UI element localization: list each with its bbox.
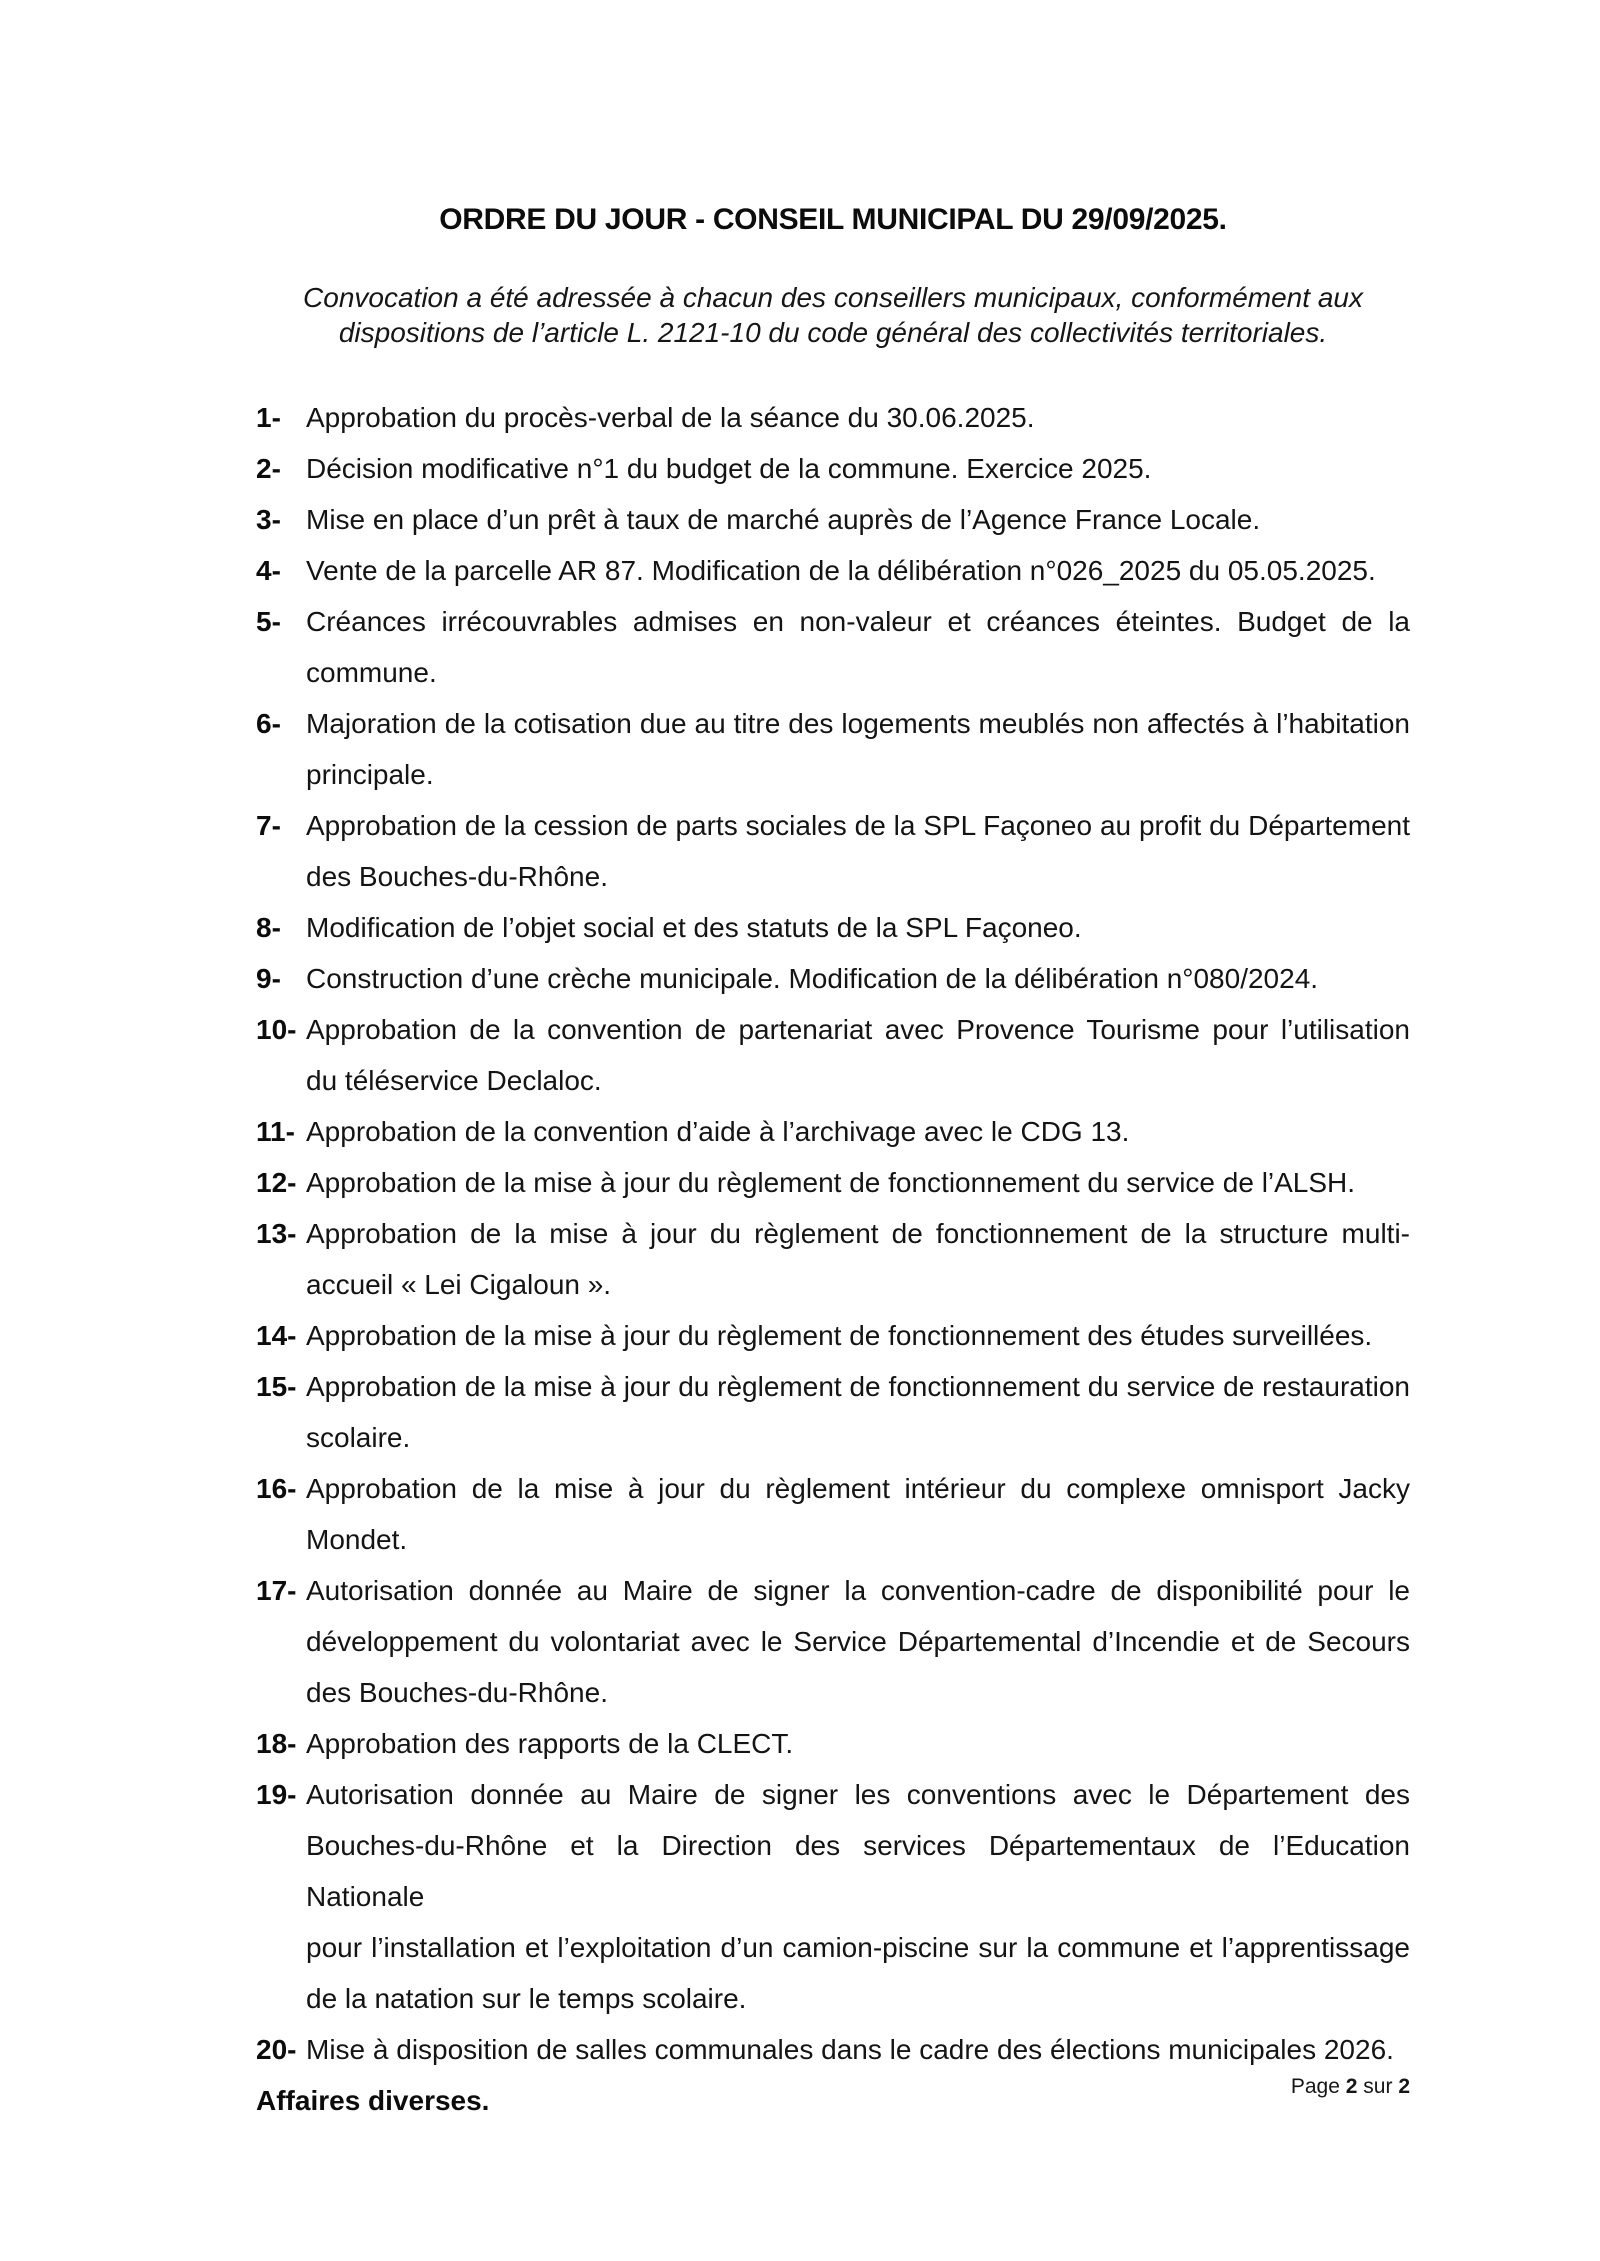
agenda-item-line: Approbation de la convention de partenariat avec Provence Tourisme pour l’utilisation [306, 1014, 1410, 1045]
agenda-item-number: 1- [256, 402, 281, 433]
agenda-item-line: pour l’installation et l’exploitation d’un camion-piscine sur la commune et l’apprentissage [306, 1932, 1410, 1963]
agenda-list [0, 392, 1600, 2126]
agenda-item-number: 11- [256, 1116, 295, 1147]
agenda-item-number: 5- [256, 606, 281, 637]
agenda-item [0, 800, 1600, 902]
agenda-item [0, 1106, 1600, 1157]
agenda-item-line: Majoration de la cotisation due au titre des logements meublés non affectés à l’habitation [306, 708, 1410, 739]
agenda-item-line: Construction d’une crèche municipale. Modification de la délibération n°080/2024. [306, 963, 1319, 994]
agenda-item-number: 10- [256, 1014, 297, 1045]
agenda-item [0, 1463, 1600, 1565]
convocation-note [236, 280, 1430, 350]
page-footer [0, 2072, 1410, 2102]
agenda-item [0, 596, 1600, 698]
agenda-item-number: 3- [256, 504, 281, 535]
agenda-item-line: Approbation des rapports de la CLECT. [306, 1728, 794, 1759]
agenda-item [0, 1208, 1600, 1310]
agenda-item-line: Vente de la parcelle AR 87. Modification de la délibération n°026_2025 du 05.05.2025. [306, 555, 1376, 586]
convocation-line-1: Convocation a été adressée à chacun des conseillers municipaux, conformément aux [303, 282, 1363, 313]
agenda-item [0, 953, 1600, 1004]
agenda-item-line: des Bouches-du-Rhône. [306, 861, 608, 892]
agenda-item-line: scolaire. [306, 1422, 411, 1453]
agenda-item-line: Créances irrécouvrables admises en non-valeur et créances éteintes. Budget de la [306, 606, 1410, 637]
agenda-item-line: Approbation de la mise à jour du règlement de fonctionnement des études surveillées. [306, 1320, 1373, 1351]
agenda-item-number: 20- [256, 2034, 297, 2065]
agenda-item-line: commune. [306, 657, 437, 688]
agenda-item-line: Approbation de la mise à jour du règlement de fonctionnement du service de l’ALSH. [306, 1167, 1356, 1198]
agenda-item [0, 1565, 1600, 1718]
agenda-item [0, 1157, 1600, 1208]
agenda-item-number: 8- [256, 912, 281, 943]
agenda-item [0, 545, 1600, 596]
agenda-item-line: des Bouches-du-Rhône. [306, 1677, 608, 1708]
agenda-item-line: Mise à disposition de salles communales dans le cadre des élections municipales 2026. [306, 2034, 1394, 2065]
agenda-item-line: principale. [306, 759, 434, 790]
agenda-item [0, 1004, 1600, 1106]
agenda-item-number: 16- [256, 1473, 297, 1504]
agenda-item-number: 14- [256, 1320, 297, 1351]
agenda-item [0, 2024, 1600, 2075]
agenda-item [0, 1769, 1600, 2024]
agenda-item [0, 1718, 1600, 1769]
agenda-item-number: 2- [256, 453, 281, 484]
agenda-item [0, 392, 1600, 443]
agenda-item-line: Modification de l’objet social et des statuts de la SPL Façoneo. [306, 912, 1082, 943]
agenda-item-number: 9- [256, 963, 281, 994]
agenda-item-line: Approbation de la cession de parts sociales de la SPL Façoneo au profit du Département [306, 810, 1410, 841]
agenda-item-line: accueil « Lei Cigaloun ». [306, 1269, 612, 1300]
agenda-item-number: 17- [256, 1575, 297, 1606]
agenda-item-line: Bouches-du-Rhône et la Direction des services Départementaux de l’Education Nationale [306, 1830, 1410, 1912]
agenda-item-line: Approbation de la convention d’aide à l’archivage avec le CDG 13. [306, 1116, 1130, 1147]
agenda-item-number: 18- [256, 1728, 297, 1759]
agenda-item-number: 6- [256, 708, 281, 739]
agenda-item-line: Approbation du procès-verbal de la séance du 30.06.2025. [306, 402, 1035, 433]
footer-current-page: 2 [1345, 2075, 1358, 2098]
agenda-item-line: Approbation de la mise à jour du règlement intérieur du complexe omnisport Jacky [306, 1473, 1410, 1504]
agenda-item-line: Approbation de la mise à jour du règlement de fonctionnement de la structure multi- [306, 1218, 1410, 1249]
agenda-item [0, 698, 1600, 800]
convocation-line-2: dispositions de l’article L. 2121-10 du code général des collectivités territoriales. [338, 317, 1328, 348]
footer-page-label: Page [1290, 2075, 1340, 2098]
agenda-item [0, 1361, 1600, 1463]
agenda-item [0, 902, 1600, 953]
agenda-item-line: développement du volontariat avec le Service Départemental d’Incendie et de Secours [306, 1626, 1410, 1657]
document-title: ORDRE DU JOUR - CONSEIL MUNICIPAL DU 29/09/2025. [439, 203, 1227, 236]
footer-total-pages: 2 [1398, 2075, 1410, 2098]
agenda-item-line: Décision modificative n°1 du budget de la commune. Exercice 2025. [306, 453, 1152, 484]
agenda-item-number: 4- [256, 555, 281, 586]
agenda-item-line: du téléservice Declaloc. [306, 1065, 602, 1096]
agenda-item-number: 13- [256, 1218, 297, 1249]
agenda-item-line: Mondet. [306, 1524, 408, 1555]
agenda-item-line: de la natation sur le temps scolaire. [306, 1983, 747, 2014]
agenda-item-line: Mise en place d’un prêt à taux de marché auprès de l’Agence France Locale. [306, 504, 1261, 535]
agenda-item [0, 1310, 1600, 1361]
agenda-item [0, 494, 1600, 545]
agenda-item-number: 19- [256, 1779, 297, 1810]
footer-separator: sur [1363, 2075, 1393, 2098]
closing-heading: Affaires diverses. [256, 2085, 490, 2116]
agenda-item-number: 12- [256, 1167, 297, 1198]
agenda-item [0, 443, 1600, 494]
agenda-item-line: Autorisation donnée au Maire de signer les conventions avec le Département des [306, 1779, 1410, 1810]
agenda-item-line: Autorisation donnée au Maire de signer la convention-cadre de disponibilité pour le [306, 1575, 1410, 1606]
agenda-item-number: 15- [256, 1371, 297, 1402]
agenda-item-line: Approbation de la mise à jour du règlement de fonctionnement du service de restauration [306, 1371, 1410, 1402]
agenda-item-number: 7- [256, 810, 281, 841]
